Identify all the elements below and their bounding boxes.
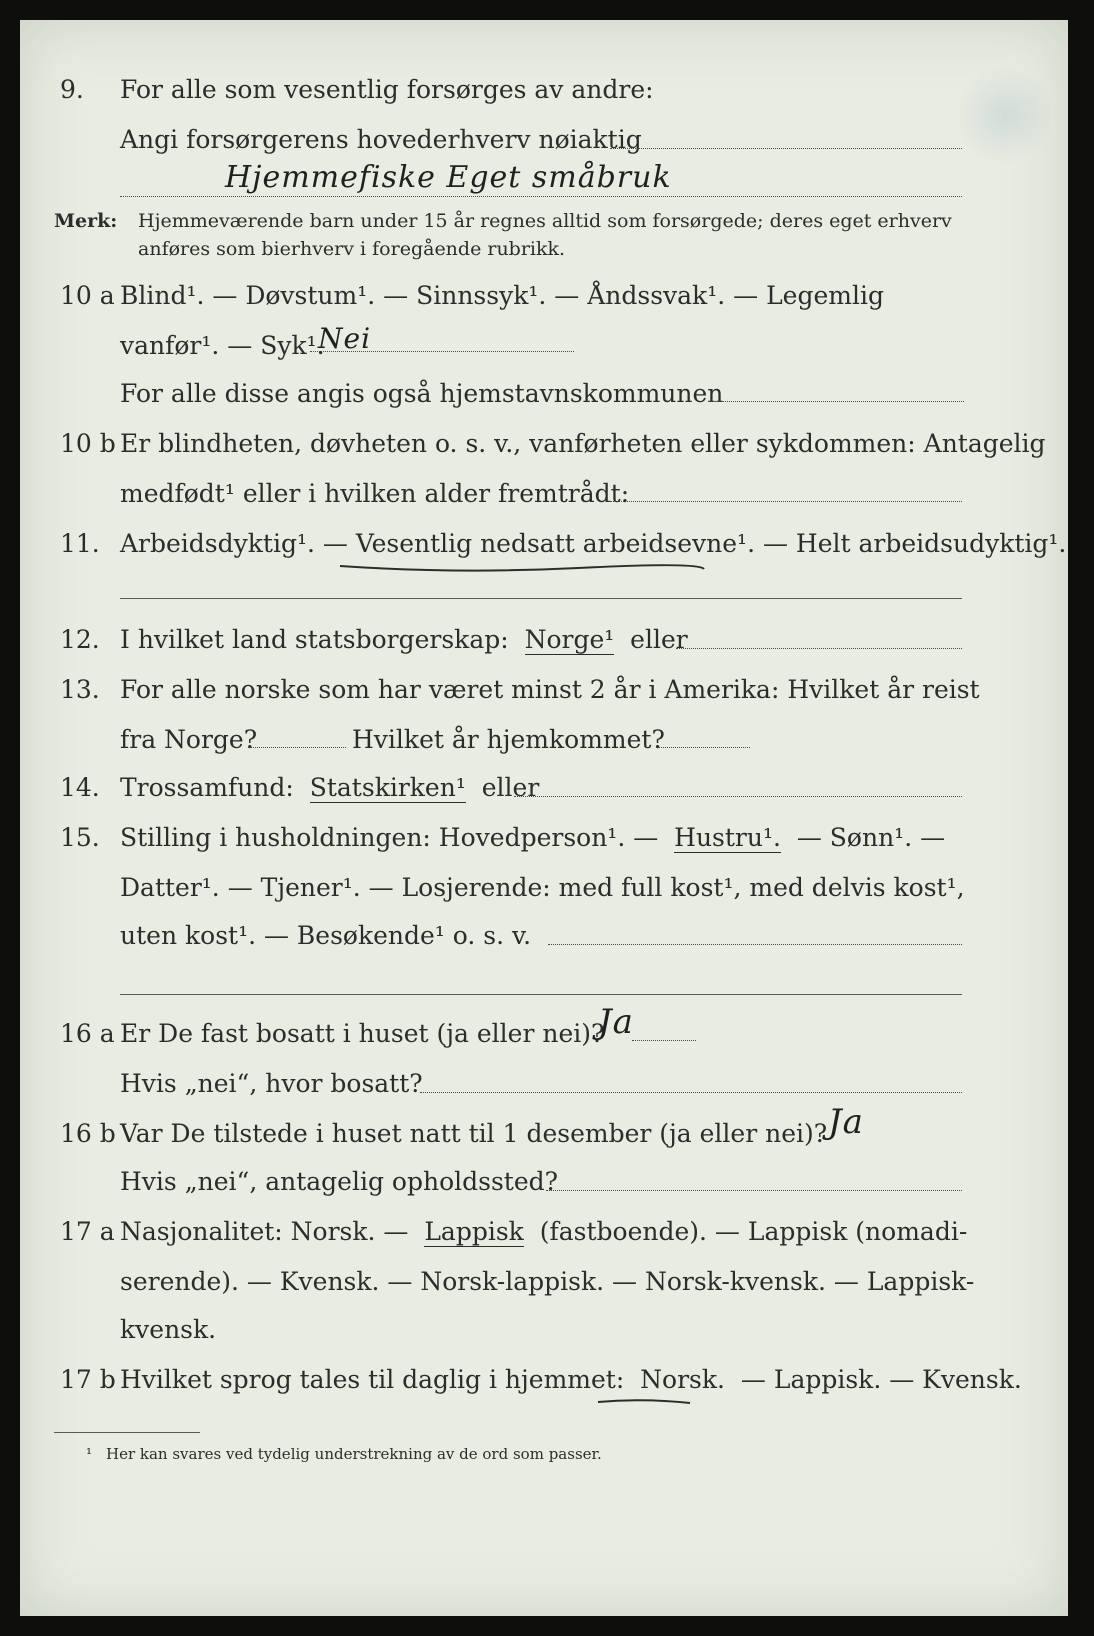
- q11-text: Arbeidsdyktig¹. — Vesentlig nedsatt arbeidsevne¹. — Helt arbeidsudyktig¹.: [120, 529, 1067, 558]
- q12-number: 12.: [60, 625, 100, 654]
- q10a-text-2: vanfør¹. — Syk¹.: [120, 331, 325, 360]
- q17a-text-2: serende). — Kvensk. — Norsk-lappisk. — Norsk-kvensk. — Lappisk-: [120, 1267, 975, 1296]
- q17a-option-lappisk[interactable]: Lappisk: [424, 1217, 524, 1246]
- q12-post: eller: [630, 625, 688, 654]
- q16a-dotted-line-2: [420, 1092, 962, 1093]
- q14-dotted-line: [514, 796, 962, 797]
- q12-question: I hvilket land statsborgerskap:: [120, 625, 509, 654]
- q10a-handwritten-answer[interactable]: Nei: [318, 322, 372, 355]
- q16a-text-1: Er De fast bosatt i huset (ja eller nei)?: [120, 1019, 605, 1048]
- q15-question: Stilling i husholdningen: Hovedperson¹. —: [120, 823, 659, 852]
- q10a-text-1: Blind¹. — Døvstum¹. — Sinnssyk¹. — Åndssvak¹. — Legemlig: [120, 281, 884, 310]
- q9-subtext: Angi forsørgerens hovederhverv nøiaktig: [120, 125, 642, 154]
- q16a-dotted-line-1: [632, 1040, 696, 1041]
- q14-option-statskirken[interactable]: Statskirken¹: [309, 773, 466, 802]
- q16b-text-1: Var De tilstede i huset natt til 1 desember (ja eller nei)?: [120, 1119, 828, 1148]
- merk-text-1: Hjemmeværende barn under 15 år regnes alltid som forsørgede; deres eget erhverv: [138, 210, 952, 232]
- q14-post: eller: [481, 773, 540, 802]
- faded-stamp: [960, 60, 1050, 170]
- q9-dotted-line-2: [120, 196, 962, 197]
- q10a-text-3: For alle disse angis også hjemstavnskommunen: [120, 379, 724, 408]
- q16b-number: 16 b: [60, 1119, 116, 1148]
- footnote-mark: ¹: [86, 1445, 93, 1463]
- q16b-handwritten-answer[interactable]: Ja: [828, 1102, 864, 1142]
- q17b-underline-mark: [596, 1396, 692, 1408]
- q15-options-rest: — Sønn¹. —: [796, 823, 946, 852]
- q16a-handwritten-answer[interactable]: Ja: [598, 1002, 634, 1042]
- q12-dotted-line: [676, 648, 962, 649]
- q10a-dotted-line-2: [708, 401, 964, 402]
- q17a-question: Nasjonalitet: Norsk. —: [120, 1217, 409, 1246]
- q17b-options-rest: — Lappisk. — Kvensk.: [740, 1365, 1022, 1394]
- q10b-dotted-line: [610, 501, 962, 502]
- merk-label: Merk:: [54, 210, 118, 232]
- q13-text-2a: fra Norge?: [120, 725, 258, 754]
- q15-option-hustru[interactable]: Hustru¹.: [674, 823, 781, 852]
- q13-dotted-line-2: [658, 747, 750, 748]
- q9-dotted-line-1: [610, 148, 962, 149]
- q17a-number: 17 a: [60, 1217, 115, 1246]
- q15-answer-line: [120, 994, 962, 995]
- q17a-text-3: kvensk.: [120, 1315, 217, 1344]
- census-form-page: [20, 20, 1068, 1616]
- q10a-number: 10 a: [60, 281, 115, 310]
- q14-number: 14.: [60, 773, 100, 802]
- q9-number: 9.: [60, 75, 84, 104]
- footnote-rule: [54, 1432, 200, 1433]
- footnote-text: Her kan svares ved tydelig understrekning av de ord som passer.: [106, 1445, 602, 1463]
- q15-text-1: [120, 822, 945, 854]
- q15-text-2: Datter¹. — Tjener¹. — Losjerende: med full kost¹, med delvis kost¹,: [120, 873, 965, 902]
- q10b-text-2: medfødt¹ eller i hvilken alder fremtrådt:: [120, 479, 630, 508]
- q17a-options-rest: (fastboende). — Lappisk (nomadi-: [539, 1217, 968, 1246]
- q17a-text-1: [120, 1216, 967, 1248]
- q9-handwritten-answer[interactable]: Hjemmefiske Eget småbruk: [225, 160, 672, 195]
- q13-dotted-line-1: [248, 747, 346, 748]
- q12-option-norge[interactable]: Norge¹: [524, 625, 615, 654]
- q12-text: [120, 624, 688, 656]
- q13-number: 13.: [60, 675, 100, 704]
- q15-dotted-line: [548, 944, 962, 945]
- q15-number: 15.: [60, 823, 100, 852]
- q16b-text-2: Hvis „nei“, antagelig opholdssted?: [120, 1167, 559, 1196]
- q11-underline-mark: [338, 560, 708, 576]
- q14-question: Trossamfund:: [120, 773, 294, 802]
- q16b-dotted-line: [546, 1190, 962, 1191]
- q15-text-3: uten kost¹. — Besøkende¹ o. s. v.: [120, 921, 532, 950]
- q14-text: [120, 772, 539, 804]
- q11-number: 11.: [60, 529, 100, 558]
- q11-answer-line: [120, 598, 962, 599]
- q10b-text-1: Er blindheten, døvheten o. s. v., vanførheten eller sykdommen: Antagelig: [120, 429, 1046, 458]
- q10a-dotted-line-1: [310, 351, 574, 352]
- q10b-number: 10 b: [60, 429, 116, 458]
- q13-text-1: For alle norske som har været minst 2 år i Amerika: Hvilket år reist: [120, 675, 980, 704]
- q17b-option-norsk[interactable]: Norsk.: [640, 1365, 725, 1394]
- q9-text: For alle som vesentlig forsørges av andre:: [120, 75, 654, 104]
- q17b-text: [120, 1364, 1022, 1396]
- q16a-text-2: Hvis „nei“, hvor bosatt?: [120, 1069, 423, 1098]
- q16a-number: 16 a: [60, 1019, 115, 1048]
- q13-text-2b: Hvilket år hjemkommet?: [352, 725, 665, 754]
- q17b-question: Hvilket sprog tales til daglig i hjemmet:: [120, 1365, 625, 1394]
- merk-text-2: anføres som bierhverv i foregående rubrikk.: [138, 238, 566, 260]
- q17b-number: 17 b: [60, 1365, 116, 1394]
